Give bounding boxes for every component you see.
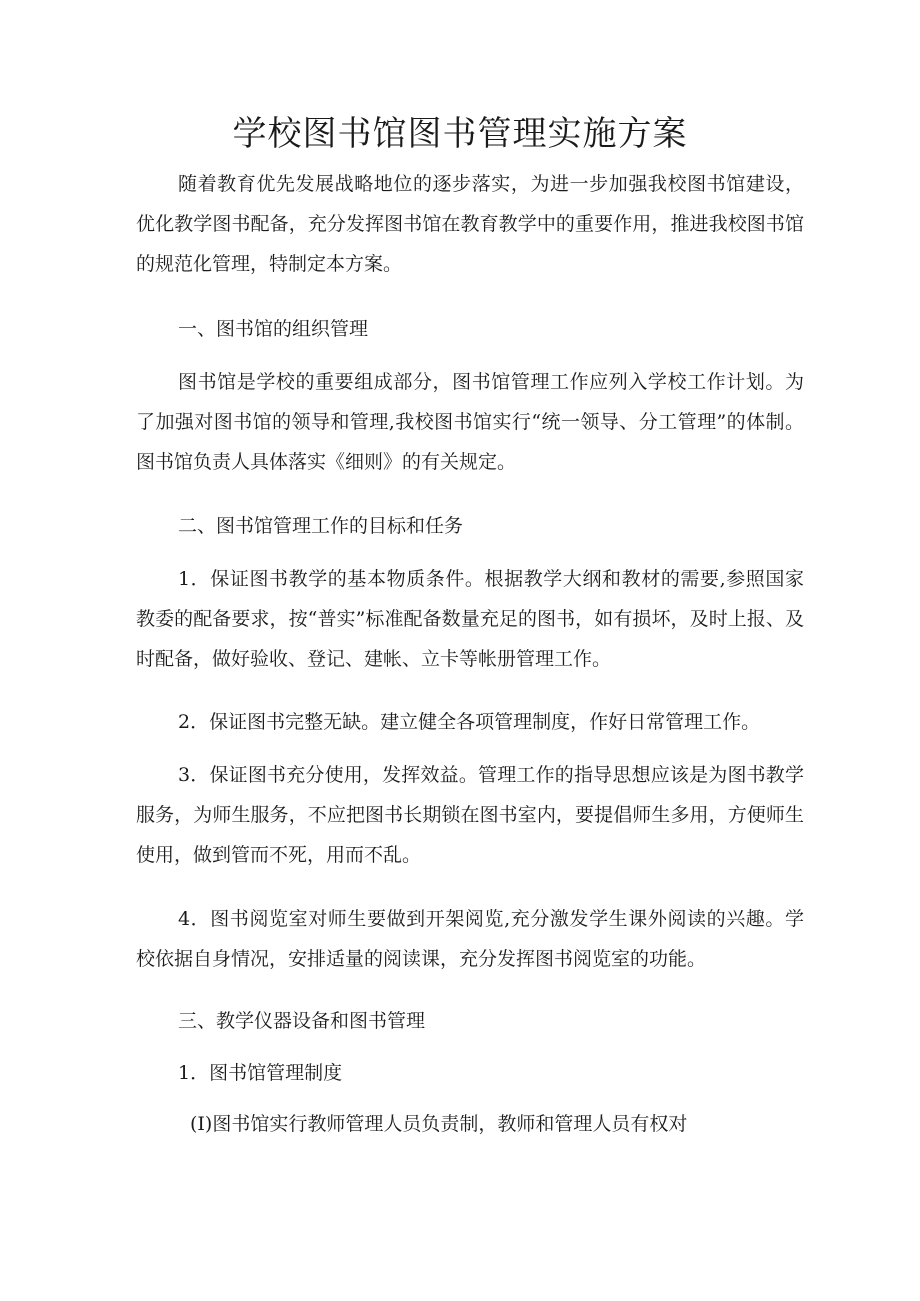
section-1-heading: 一、图书馆的组织管理 — [178, 318, 369, 340]
section-3-clause-1: (I)图书馆实行教师管理人员负责制，教师和管理人员有权对 — [190, 1113, 688, 1135]
section-2-item-3: 3．保证图书充分使用，发挥效益。管理工作的指导思想应该是为图书教学服务，为师生服务，不应把图书长期锁在图书室内，要提倡师生多用，方便师生使用，做到管而不死，用而不乱。 — [136, 764, 804, 866]
section-1-body: 图书馆是学校的重要组成部分，图书馆管理工作应列入学校工作计划。为了加强对图书馆的领导和管理,我校图书馆实行“统一领导、分工管理”的体制。图书馆负责人具体落实《细则》的有关规定。 — [136, 371, 804, 473]
section-2-item-2: 2．保证图书完整无缺。建立健全各项管理制度，作好日常管理工作。 — [178, 711, 761, 733]
intro-paragraph: 随着教育优先发展战略地位的逐步落实，为进一步加强我校图书馆建设，优化教学图书配备，充分发挥图书馆在教育教学中的重要作用，推进我校图书馆的规范化管理，特制定本方案。 — [136, 173, 804, 275]
section-2-item-4: 4．图书阅览室对师生要做到开架阅览,充分激发学生课外阅读的兴趣。学校依据自身情况，安排适量的阅读课，充分发挥图书阅览室的功能。 — [136, 908, 804, 970]
section-3-heading: 三、教学仪器设备和图书管理 — [178, 1010, 426, 1032]
section-2-item-1: 1．保证图书教学的基本物质条件。根据教学大纲和教材的需要,参照国家教委的配备要求，按“普实”标准配备数量充足的图书，如有损坏，及时上报、及时配备，做好验收、登记、建帐、立卡等帐册管理工作。 — [136, 568, 804, 670]
document-title: 学校图书馆图书管理实施方案 — [232, 114, 688, 154]
section-2-heading: 二、图书馆管理工作的目标和任务 — [178, 515, 464, 537]
section-3-subheading: 1．图书馆管理制度 — [178, 1062, 343, 1084]
